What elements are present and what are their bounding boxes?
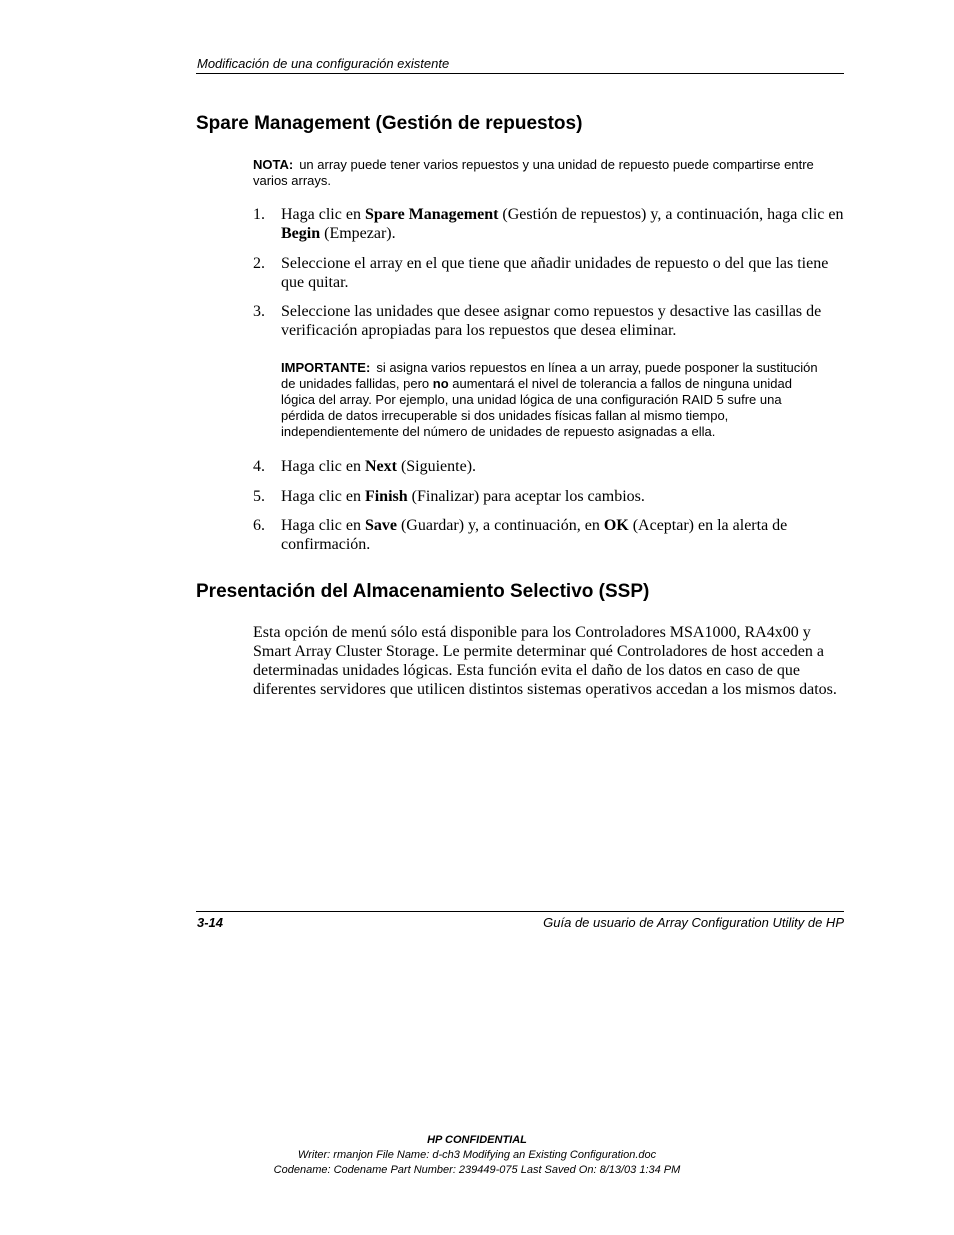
note-text: un array puede tener varios repuestos y una unidad de repuesto puede compartirse entre varios arrays. (253, 157, 814, 188)
confidential-title: HP CONFIDENTIAL (427, 1134, 527, 1146)
running-header: Modificación de una configuración existente (197, 56, 450, 71)
step-text: Haga clic en Finish (Finalizar) para aceptar los cambios. (281, 488, 645, 505)
ssp-paragraph: Esta opción de menú sólo está disponible para los Controladores MSA1000, RA4x00 y Smart Array Cluster Storage. Le permite determinar qué Controladores de host acceden a determinadas unidades lógicas. Esta función evita el daño de los datos en caso de que diferentes servidores que utilicen distintos sistemas operativos accedan a los mismos datos. (253, 624, 837, 698)
ui-term-ok: OK (603, 517, 629, 534)
ui-term-save: Save (364, 517, 397, 534)
step-text: Haga clic en Spare Management (Gestión de repuestos) y, a continuación, haga clic en Begin (Empezar). (281, 206, 844, 242)
step-number: 5. (253, 488, 265, 505)
important-label: IMPORTANTE: (281, 360, 371, 375)
header-rule (196, 73, 844, 74)
footer-rule (196, 911, 844, 912)
note-block (253, 157, 833, 189)
step-number: 4. (253, 458, 265, 475)
note-label: NOTA: (253, 157, 294, 172)
step-text: Haga clic en Next (Siguiente). (281, 458, 477, 475)
page-number: 3-14 (197, 915, 224, 930)
section-heading-spare-management: Spare Management (Gestión de repuestos) (196, 113, 583, 134)
step-number: 2. (253, 255, 265, 272)
ui-term-begin: Begin (281, 225, 321, 242)
confidential-codename-line: Codename: Codename Part Number: 239449-075 Last Saved On: 8/13/03 1:34 PM (273, 1164, 681, 1176)
confidential-block (0, 1133, 954, 1178)
ui-term-spare-management: Spare Management (364, 206, 499, 223)
important-block: IMPORTANTE: si asigna varios repuestos en línea a un array, puede posponer la sustitución de unidades fallidas, pero no aumentará el nivel de tolerancia a fallos de ninguna unidad lógica del array. Por ejemplo, una unidad lógica de una configuración RAID 5 sufre una pérdida de datos irrecuperable si dos unidades físicas fallan al mismo tiempo, independientemente del número de unidades de repuesto asignadas a ella. (281, 360, 818, 439)
ui-term-next: Next (364, 458, 397, 475)
step-number: 6. (253, 517, 265, 534)
confidential-writer-line: Writer: rmanjon File Name: d-ch3 Modifying an Existing Configuration.doc (297, 1149, 657, 1161)
important-emphasis: no (432, 376, 449, 391)
step-number: 3. (253, 303, 265, 320)
step-number: 1. (253, 206, 265, 223)
ui-term-finish: Finish (364, 488, 408, 505)
step-text: Haga clic en Save (Guardar) y, a continuación, en OK (Aceptar) en la alerta de confirmación. (281, 517, 788, 553)
footer-doc-title: Guía de usuario de Array Configuration Utility de HP (543, 915, 844, 930)
section-heading-ssp: Presentación del Almacenamiento Selectivo (SSP) (196, 581, 650, 602)
step-text: Seleccione el array en el que tiene que añadir unidades de repuesto o del que las tiene que quitar. (281, 255, 829, 291)
step-text: Seleccione las unidades que desee asignar como repuestos y desactive las casillas de verificación apropiadas para los repuestos que desea eliminar. (281, 303, 822, 339)
